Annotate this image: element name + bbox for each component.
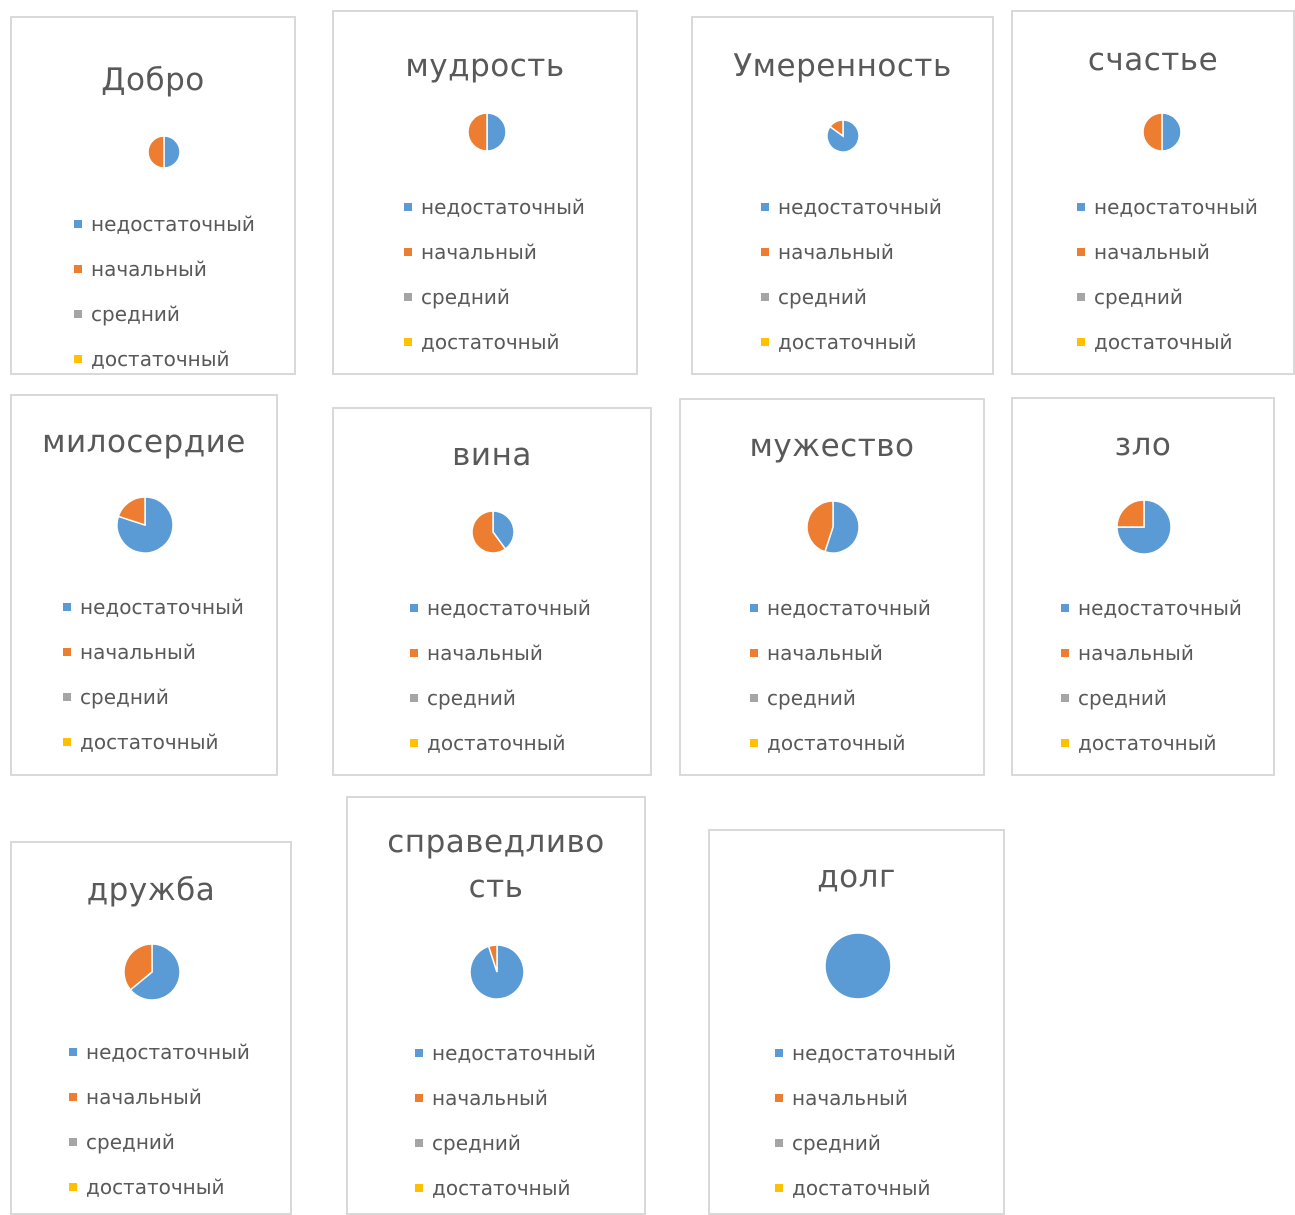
pie-plot	[470, 509, 516, 555]
legend-swatch	[1061, 604, 1069, 612]
chart-title: Умеренность	[733, 48, 952, 84]
legend-item	[761, 229, 942, 274]
legend-item	[1077, 184, 1258, 229]
legend-item	[69, 1029, 250, 1074]
legend-label: достаточный	[767, 730, 906, 755]
legend-label: недостаточный	[767, 595, 931, 620]
pie-chart-card	[1011, 10, 1295, 375]
legend-label: достаточный	[86, 1174, 225, 1199]
legend-label: средний	[767, 685, 856, 710]
legend-swatch	[415, 1049, 423, 1057]
legend-label: недостаточный	[427, 595, 591, 620]
legend-item	[761, 319, 942, 364]
pie-slice-начальный	[468, 113, 487, 151]
legend-swatch	[775, 1184, 783, 1192]
legend-item	[750, 675, 931, 720]
legend-item	[69, 1164, 250, 1209]
chart-legend	[404, 184, 585, 364]
legend-swatch	[410, 694, 418, 702]
pie-plot	[1141, 111, 1183, 153]
legend-label: достаточный	[91, 346, 230, 371]
legend-item	[1077, 274, 1258, 319]
legend-label: начальный	[91, 256, 207, 281]
pie-plot	[115, 495, 175, 555]
legend-item	[404, 184, 585, 229]
legend-label: средний	[778, 284, 867, 309]
chart-legend	[74, 201, 255, 375]
legend-swatch	[410, 604, 418, 612]
chart-legend	[761, 184, 942, 364]
legend-swatch	[404, 248, 412, 256]
chart-title: счастье	[1087, 42, 1219, 78]
legend-item	[74, 246, 255, 291]
legend-item	[69, 1074, 250, 1119]
chart-title: Добро	[101, 62, 205, 98]
legend-item	[74, 201, 255, 246]
legend-swatch	[761, 203, 769, 211]
legend-swatch	[410, 739, 418, 747]
legend-item	[410, 630, 591, 675]
chart-title: мужество	[749, 428, 915, 464]
pie-plot	[823, 931, 893, 1001]
pie-chart-card	[346, 796, 646, 1215]
legend-swatch	[410, 649, 418, 657]
legend-label: достаточный	[427, 730, 566, 755]
legend-item	[404, 319, 585, 364]
pie-chart-card	[1011, 397, 1275, 776]
legend-label: достаточный	[421, 329, 560, 354]
legend-item	[404, 274, 585, 319]
pie-slice-начальный	[1117, 500, 1144, 527]
pie-slice-начальный	[1143, 113, 1162, 151]
legend-swatch	[761, 248, 769, 256]
legend-label: начальный	[421, 239, 537, 264]
legend-item	[74, 291, 255, 336]
pie-chart-card	[10, 394, 278, 776]
legend-item	[761, 274, 942, 319]
legend-label: начальный	[80, 639, 196, 664]
legend-swatch	[69, 1048, 77, 1056]
legend-swatch	[1077, 293, 1085, 301]
legend-swatch	[74, 310, 82, 318]
pie-chart-card	[10, 16, 296, 375]
legend-item	[1061, 720, 1242, 765]
pie-plot	[468, 943, 526, 1001]
pie-plot	[122, 942, 182, 1002]
legend-swatch	[69, 1138, 77, 1146]
legend-swatch	[63, 648, 71, 656]
legend-label: начальный	[1078, 640, 1194, 665]
legend-swatch	[69, 1093, 77, 1101]
chart-title: мудрость	[405, 48, 565, 84]
pie-plot	[1115, 498, 1173, 556]
chart-legend	[1077, 184, 1258, 364]
legend-item	[775, 1165, 956, 1210]
legend-item	[63, 629, 244, 674]
chart-legend	[750, 585, 931, 765]
legend-swatch	[63, 693, 71, 701]
legend-item	[1061, 675, 1242, 720]
legend-label: недостаточный	[792, 1040, 956, 1065]
legend-swatch	[761, 338, 769, 346]
legend-label: средний	[427, 685, 516, 710]
legend-swatch	[415, 1094, 423, 1102]
legend-label: средний	[80, 684, 169, 709]
legend-label: недостаточный	[778, 194, 942, 219]
legend-item	[63, 674, 244, 719]
legend-label: достаточный	[778, 329, 917, 354]
pie-chart-card	[679, 398, 985, 776]
pie-slice-недостаточный	[1162, 113, 1181, 151]
legend-label: начальный	[778, 239, 894, 264]
legend-swatch	[1061, 694, 1069, 702]
legend-label: средний	[432, 1130, 521, 1155]
chart-legend	[415, 1030, 596, 1210]
legend-label: недостаточный	[421, 194, 585, 219]
legend-label: недостаточный	[86, 1039, 250, 1064]
legend-label: средний	[792, 1130, 881, 1155]
legend-swatch	[761, 293, 769, 301]
chart-title: дружба	[86, 872, 216, 908]
chart-legend	[775, 1030, 956, 1210]
chart-legend	[69, 1029, 250, 1209]
legend-swatch	[1077, 338, 1085, 346]
pie-chart-card	[708, 829, 1005, 1215]
chart-title: зло	[1114, 427, 1172, 463]
legend-swatch	[1077, 248, 1085, 256]
legend-swatch	[415, 1184, 423, 1192]
chart-title: вина	[452, 437, 532, 473]
legend-item	[415, 1030, 596, 1075]
pie-slice-недостаточный	[487, 113, 506, 151]
legend-item	[74, 336, 255, 375]
legend-item	[750, 630, 931, 675]
legend-label: средний	[1094, 284, 1183, 309]
legend-item	[1061, 630, 1242, 675]
legend-label: начальный	[427, 640, 543, 665]
legend-label: начальный	[1094, 239, 1210, 264]
legend-swatch	[404, 338, 412, 346]
legend-label: недостаточный	[1094, 194, 1258, 219]
legend-item	[69, 1119, 250, 1164]
chart-title: милосердие	[42, 424, 246, 460]
chart-legend	[63, 584, 244, 764]
pie-slice-недостаточный	[825, 933, 891, 999]
legend-item	[404, 229, 585, 274]
legend-label: средний	[1078, 685, 1167, 710]
legend-swatch	[750, 649, 758, 657]
pie-slice-недостаточный	[164, 136, 180, 168]
pie-chart-card	[332, 407, 652, 776]
legend-swatch	[69, 1183, 77, 1191]
legend-label: средний	[86, 1129, 175, 1154]
pie-plot	[146, 134, 182, 170]
legend-item	[1077, 319, 1258, 364]
legend-swatch	[404, 293, 412, 301]
chart-legend	[410, 585, 591, 765]
chart-title: долг	[817, 859, 896, 895]
legend-swatch	[750, 604, 758, 612]
legend-label: начальный	[792, 1085, 908, 1110]
legend-swatch	[750, 694, 758, 702]
legend-item	[775, 1030, 956, 1075]
legend-label: начальный	[432, 1085, 548, 1110]
legend-label: достаточный	[80, 729, 219, 754]
legend-label: недостаточный	[432, 1040, 596, 1065]
legend-item	[410, 720, 591, 765]
legend-swatch	[775, 1094, 783, 1102]
legend-item	[750, 585, 931, 630]
legend-item	[1061, 585, 1242, 630]
legend-item	[410, 585, 591, 630]
pie-plot	[805, 499, 861, 555]
pie-slice-начальный	[148, 136, 164, 168]
legend-swatch	[750, 739, 758, 747]
pie-plot	[825, 118, 861, 154]
pie-chart-card	[10, 841, 292, 1215]
legend-swatch	[63, 603, 71, 611]
legend-item	[415, 1120, 596, 1165]
legend-swatch	[775, 1049, 783, 1057]
legend-label: средний	[421, 284, 510, 309]
legend-item	[761, 184, 942, 229]
legend-item	[775, 1075, 956, 1120]
legend-swatch	[74, 265, 82, 273]
legend-item	[750, 720, 931, 765]
legend-label: недостаточный	[91, 211, 255, 236]
legend-label: начальный	[86, 1084, 202, 1109]
legend-item	[1077, 229, 1258, 274]
legend-label: достаточный	[1094, 329, 1233, 354]
legend-label: недостаточный	[80, 594, 244, 619]
chart-title: справедливо сть	[387, 824, 605, 905]
legend-label: начальный	[767, 640, 883, 665]
legend-item	[775, 1120, 956, 1165]
legend-swatch	[74, 355, 82, 363]
chart-legend	[1061, 585, 1242, 765]
pie-plot	[466, 111, 508, 153]
legend-item	[415, 1165, 596, 1210]
legend-swatch	[1061, 739, 1069, 747]
legend-label: средний	[91, 301, 180, 326]
legend-item	[415, 1075, 596, 1120]
legend-item	[410, 675, 591, 720]
legend-swatch	[775, 1139, 783, 1147]
legend-item	[63, 719, 244, 764]
legend-swatch	[1061, 649, 1069, 657]
legend-swatch	[415, 1139, 423, 1147]
pie-chart-card	[691, 16, 994, 375]
legend-label: достаточный	[432, 1175, 571, 1200]
legend-swatch	[63, 738, 71, 746]
pie-chart-card	[332, 10, 638, 375]
legend-label: недостаточный	[1078, 595, 1242, 620]
legend-item	[63, 584, 244, 629]
legend-swatch	[404, 203, 412, 211]
legend-label: достаточный	[792, 1175, 931, 1200]
legend-label: достаточный	[1078, 730, 1217, 755]
legend-swatch	[1077, 203, 1085, 211]
legend-swatch	[74, 220, 82, 228]
